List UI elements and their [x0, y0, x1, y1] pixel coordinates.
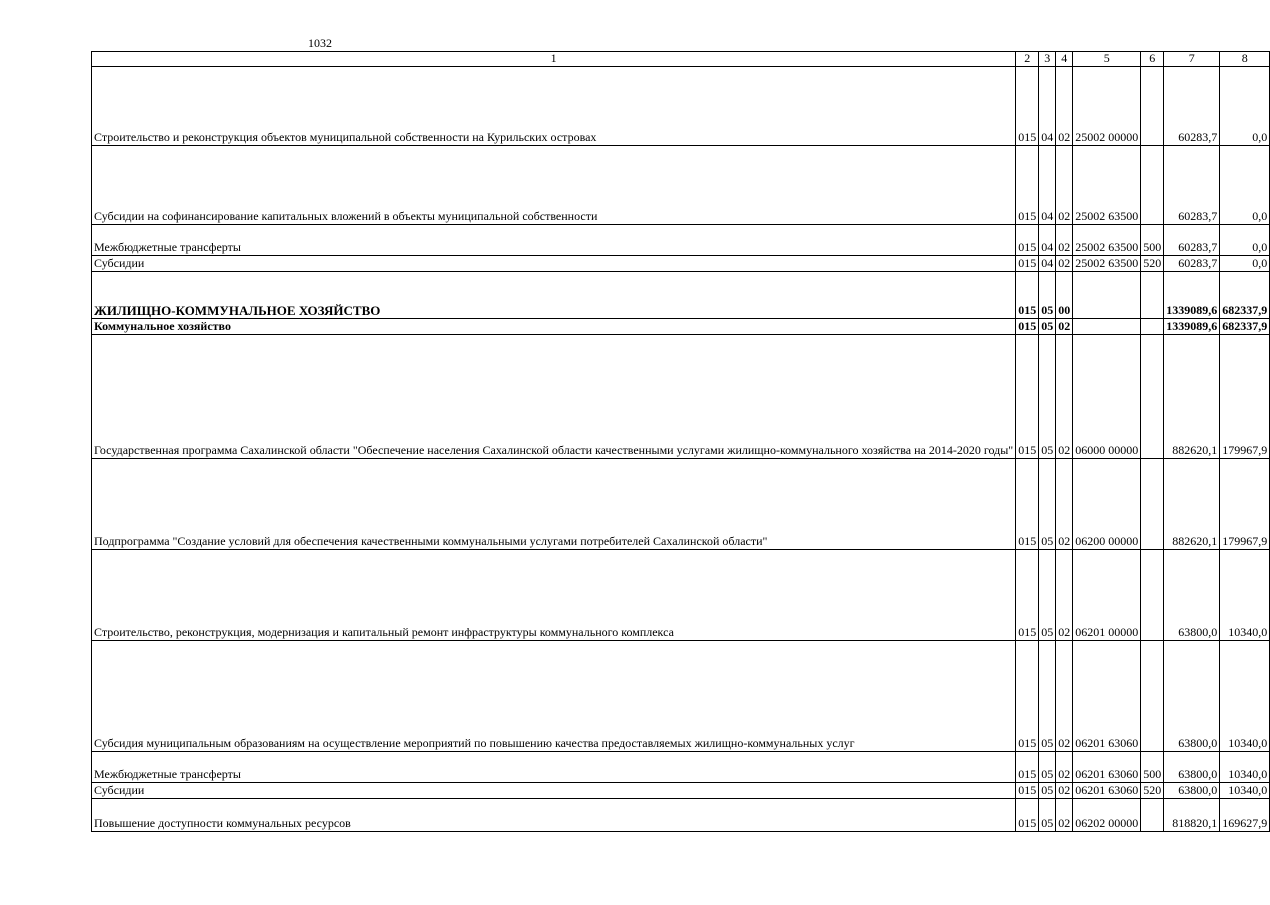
row-name: Строительство и реконструкция объектов муниципальной собственности на Курильских островах: [92, 67, 1016, 146]
expense-type-code: 520: [1141, 783, 1164, 799]
column-number-row: [92, 52, 1270, 67]
amount-col-8: 0,0: [1220, 256, 1270, 272]
subsection-code: 02: [1056, 256, 1073, 272]
table-row: [92, 752, 1270, 783]
row-name: Субсидии на софинансирование капитальных вложений в объекты муниципальной собственности: [92, 146, 1016, 225]
amount-col-7: 882620,1: [1164, 335, 1220, 459]
subsection-code: 02: [1056, 146, 1073, 225]
section-code: 05: [1039, 752, 1056, 783]
target-code: 06201 63060: [1073, 752, 1141, 783]
target-code: [1073, 272, 1141, 319]
amount-col-8: 682337,9: [1220, 272, 1270, 319]
ministry-code: 015: [1016, 799, 1039, 832]
section-code: 05: [1039, 459, 1056, 550]
section-code: 05: [1039, 799, 1056, 832]
column-number: 7: [1164, 52, 1220, 67]
amount-col-7: 63800,0: [1164, 641, 1220, 752]
target-code: 06200 00000: [1073, 459, 1141, 550]
amount-col-8: 0,0: [1220, 146, 1270, 225]
section-code: 04: [1039, 146, 1056, 225]
column-number: 5: [1073, 52, 1141, 67]
column-number: 1: [92, 52, 1016, 67]
table-row: [92, 67, 1270, 146]
table-row: [92, 319, 1270, 335]
target-code: 06000 00000: [1073, 335, 1141, 459]
target-code: 25002 00000: [1073, 67, 1141, 146]
amount-col-7: 1339089,6: [1164, 319, 1220, 335]
ministry-code: 015: [1016, 641, 1039, 752]
row-name: Субсидии: [92, 783, 1016, 799]
column-number: 3: [1039, 52, 1056, 67]
amount-col-8: 0,0: [1220, 67, 1270, 146]
subsection-code: 02: [1056, 319, 1073, 335]
column-number: 4: [1056, 52, 1073, 67]
row-name: Межбюджетные трансферты: [92, 225, 1016, 256]
amount-col-7: 818820,1: [1164, 799, 1220, 832]
amount-col-7: 63800,0: [1164, 752, 1220, 783]
target-code: 06201 63060: [1073, 641, 1141, 752]
amount-col-8: 682337,9: [1220, 319, 1270, 335]
expense-type-code: [1141, 67, 1164, 146]
row-name: Субсидия муниципальным образованиям на осуществление мероприятий по повышению качества предоставляемых жилищно-коммунальных услуг: [92, 641, 1016, 752]
table-row: [92, 799, 1270, 832]
table-row: [92, 146, 1270, 225]
expense-type-code: [1141, 799, 1164, 832]
amount-col-7: 60283,7: [1164, 146, 1220, 225]
amount-col-7: 1339089,6: [1164, 272, 1220, 319]
ministry-code: 015: [1016, 550, 1039, 641]
expense-type-code: [1141, 641, 1164, 752]
section-code: 05: [1039, 641, 1056, 752]
expense-type-code: [1141, 335, 1164, 459]
section-code: 05: [1039, 272, 1056, 319]
subsection-code: 02: [1056, 335, 1073, 459]
amount-col-8: 10340,0: [1220, 641, 1270, 752]
column-number: 8: [1220, 52, 1270, 67]
row-name: Субсидии: [92, 256, 1016, 272]
ministry-code: 015: [1016, 272, 1039, 319]
subsection-code: 02: [1056, 67, 1073, 146]
section-code: 04: [1039, 225, 1056, 256]
section-code: 05: [1039, 335, 1056, 459]
section-code: 04: [1039, 256, 1056, 272]
target-code: 25002 63500: [1073, 256, 1141, 272]
column-number: 6: [1141, 52, 1164, 67]
subsection-code: 02: [1056, 225, 1073, 256]
subsection-code: 02: [1056, 799, 1073, 832]
amount-col-7: 63800,0: [1164, 550, 1220, 641]
row-name: ЖИЛИЩНО-КОММУНАЛЬНОЕ ХОЗЯЙСТВО: [92, 272, 1016, 319]
expense-type-code: [1141, 146, 1164, 225]
amount-col-8: 179967,9: [1220, 335, 1270, 459]
table-row: [92, 641, 1270, 752]
table-row: [92, 550, 1270, 641]
section-code: 05: [1039, 783, 1056, 799]
row-name: Подпрограмма "Создание условий для обеспечения качественными коммунальными услугами потребителей Сахалинской области": [92, 459, 1016, 550]
subsection-code: 02: [1056, 641, 1073, 752]
amount-col-7: 60283,7: [1164, 256, 1220, 272]
expense-type-code: 520: [1141, 256, 1164, 272]
ministry-code: 015: [1016, 319, 1039, 335]
page-number: 1032: [308, 36, 332, 50]
ministry-code: 015: [1016, 146, 1039, 225]
target-code: 06201 00000: [1073, 550, 1141, 641]
ministry-code: 015: [1016, 783, 1039, 799]
table-row: [92, 335, 1270, 459]
subsection-code: 02: [1056, 783, 1073, 799]
ministry-code: 015: [1016, 256, 1039, 272]
amount-col-7: 63800,0: [1164, 783, 1220, 799]
amount-col-8: 10340,0: [1220, 550, 1270, 641]
table-row: [92, 272, 1270, 319]
amount-col-7: 882620,1: [1164, 459, 1220, 550]
ministry-code: 015: [1016, 459, 1039, 550]
target-code: [1073, 319, 1141, 335]
subsection-code: 00: [1056, 272, 1073, 319]
table-row: [92, 783, 1270, 799]
subsection-code: 02: [1056, 752, 1073, 783]
expense-type-code: 500: [1141, 225, 1164, 256]
section-code: 05: [1039, 550, 1056, 641]
row-name: Государственная программа Сахалинской области "Обеспечение населения Сахалинской области качественными услугами жилищно-коммунального хозяйства на 2014-2020 годы": [92, 335, 1016, 459]
section-code: 04: [1039, 67, 1056, 146]
amount-col-8: 10340,0: [1220, 783, 1270, 799]
ministry-code: 015: [1016, 67, 1039, 146]
amount-col-8: 0,0: [1220, 225, 1270, 256]
subsection-code: 02: [1056, 550, 1073, 641]
expense-type-code: 500: [1141, 752, 1164, 783]
table-row: [92, 459, 1270, 550]
row-name: Межбюджетные трансферты: [92, 752, 1016, 783]
section-code: 05: [1039, 319, 1056, 335]
table-row: [92, 225, 1270, 256]
subsection-code: 02: [1056, 459, 1073, 550]
expense-type-code: [1141, 319, 1164, 335]
amount-col-8: 179967,9: [1220, 459, 1270, 550]
expense-type-code: [1141, 272, 1164, 319]
expense-type-code: [1141, 550, 1164, 641]
ministry-code: 015: [1016, 752, 1039, 783]
amount-col-8: 10340,0: [1220, 752, 1270, 783]
ministry-code: 015: [1016, 225, 1039, 256]
ministry-code: 015: [1016, 335, 1039, 459]
amount-col-7: 60283,7: [1164, 225, 1220, 256]
table-row: [92, 256, 1270, 272]
amount-col-7: 60283,7: [1164, 67, 1220, 146]
target-code: 06201 63060: [1073, 783, 1141, 799]
target-code: 06202 00000: [1073, 799, 1141, 832]
budget-table: [91, 51, 1270, 832]
column-number: 2: [1016, 52, 1039, 67]
target-code: 25002 63500: [1073, 225, 1141, 256]
expense-type-code: [1141, 459, 1164, 550]
target-code: 25002 63500: [1073, 146, 1141, 225]
amount-col-8: 169627,9: [1220, 799, 1270, 832]
row-name: Строительство, реконструкция, модернизация и капитальный ремонт инфраструктуры коммунального комплекса: [92, 550, 1016, 641]
row-name: Повышение доступности коммунальных ресурсов: [92, 799, 1016, 832]
row-name: Коммунальное хозяйство: [92, 319, 1016, 335]
